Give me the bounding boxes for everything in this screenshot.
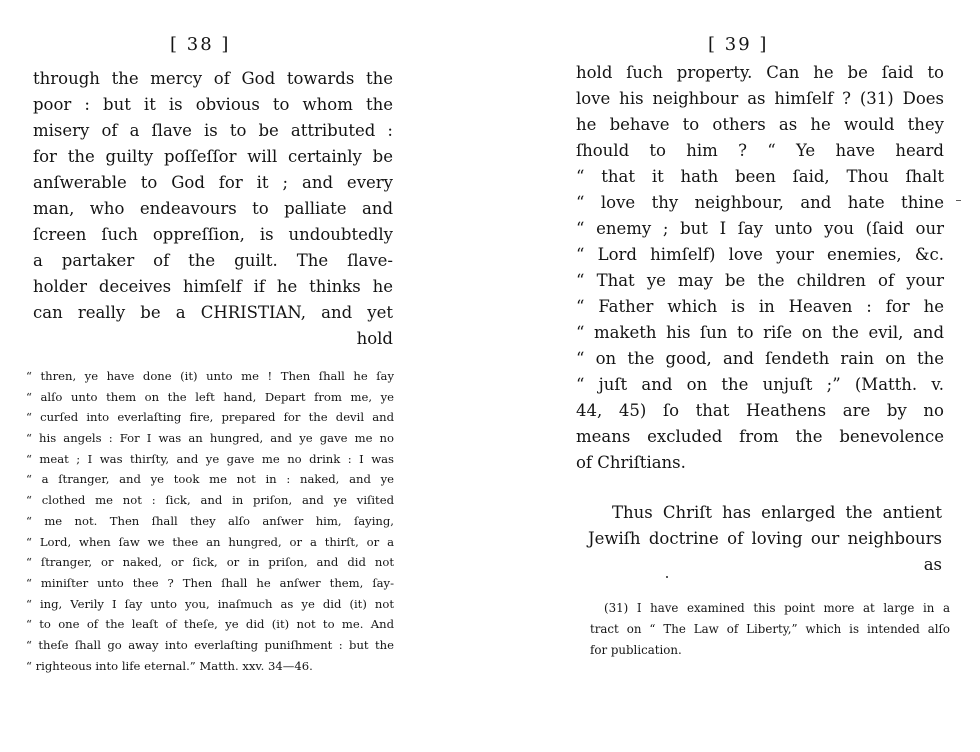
footnote-line: “ his angels : For I was an hungred, and ye gave me no xyxy=(26,431,394,446)
footnote-line: “ a ſtranger, and ye took me not in : naked, and ye xyxy=(26,472,394,487)
page-number: [ 38 ] xyxy=(170,34,231,55)
right-page xyxy=(490,0,980,752)
text-line: through the mercy of God towards the xyxy=(33,69,393,88)
footnote-31 xyxy=(590,598,950,661)
footnote-line: “ ing, Verily I ſay unto you, inaſmuch as ye did (it) not xyxy=(26,596,394,611)
main-text xyxy=(576,60,944,476)
text-line: of Chriſtians. xyxy=(576,453,686,472)
catchword: as xyxy=(923,555,942,574)
text-line: love his neighbour as himſelf ? (31) Does xyxy=(576,89,944,108)
text-line: man, who endeavours to palliate and xyxy=(33,199,393,218)
catchword: hold xyxy=(356,329,393,348)
text-line: poor : but it is obvious to whom the xyxy=(33,95,393,114)
footnote-line: (31) I have examined this point more at large in a xyxy=(604,601,950,615)
footnote-line: tract on “ The Law of Liberty,” which is intended alſo xyxy=(590,622,950,636)
footnote-line: “ meat ; I was thirſty, and ye gave me no drink : I was xyxy=(26,451,394,466)
text-line: holder deceives himſelf if he thinks he xyxy=(33,277,393,296)
text-line: anſwerable to God for it ; and every xyxy=(33,173,393,192)
text-line: “ That ye may be the children of your xyxy=(576,271,944,290)
main-text xyxy=(33,66,393,352)
page-number: [ 39 ] xyxy=(708,34,769,55)
footnote-line: “ thren, ye have done (it) unto me ! Then ſhall he ſay xyxy=(26,369,394,383)
text-line: ſhould to him ? “ Ye have heard xyxy=(576,141,944,160)
footnote-line: “ righteous into life eternal.” Matth. xxv. 34—46. xyxy=(26,658,313,673)
text-line: Jewiſh doctrine of loving our neighbours xyxy=(588,529,942,548)
footnote-line: “ to one of the leaſt of theſe, ye did (it) not to me. And xyxy=(26,617,394,632)
text-line: he behave to others as he would they xyxy=(576,115,944,134)
text-line: “ maketh his ſun to riſe on the evil, and xyxy=(576,323,944,342)
text-line: hold ſuch property. Can he be ſaid to xyxy=(576,63,944,82)
text-line: a partaker of the guilt. The ſlave- xyxy=(33,251,393,270)
text-line: “ juſt and on the unjuſt ;” (Matth. v. xyxy=(576,375,944,394)
footnote-line: “ theſe ſhall go away into everlaſting puniſhment : but the xyxy=(26,637,394,652)
text-line: “ love thy neighbour, and hate thine xyxy=(576,193,944,212)
text-line: “ Father which is in Heaven : for he xyxy=(576,297,944,316)
footnote-line: “ me not. Then ſhall they alſo anſwer him, ſaying, xyxy=(26,513,394,528)
text-line: “ Lord himſelf) love your enemies, &c. xyxy=(576,245,944,264)
footnote-continuation xyxy=(26,366,394,676)
footnote-line: “ curſed into everlaſting fire, prepared for the devil and xyxy=(26,410,394,425)
footnote-line: “ ſtranger, or naked, or ſick, or in priſon, and did not xyxy=(26,555,394,570)
paragraph-two xyxy=(588,500,942,578)
footnote-line: “ Lord, when ſaw we thee an hungred, or a thirſt, or a xyxy=(26,534,394,549)
footnote-line: for publication. xyxy=(590,643,682,657)
text-line: misery of a ſlave is to be attributed : xyxy=(33,121,393,140)
text-line: means excluded from the benevolence xyxy=(576,427,944,446)
text-line: 44, 45) ſo that Heathens are by no xyxy=(576,401,944,420)
ink-speck xyxy=(666,576,668,578)
footnote-line: “ clothed me not : ſick, and in priſon, and ye viſited xyxy=(26,493,394,508)
text-line: can really be a CHRISTIAN, and yet xyxy=(33,303,393,322)
text-line: ſcreen ſuch oppreſſion, is undoubtedly xyxy=(33,225,393,244)
text-line: “ on the good, and ſendeth rain on the xyxy=(576,349,944,368)
footnote-line: “ miniſter unto thee ? Then ſhall he anſwer them, ſay- xyxy=(26,575,394,590)
text-line: Thus Chriſt has enlarged the antient xyxy=(612,503,942,522)
text-line: “ that it hath been ſaid, Thou ſhalt xyxy=(576,167,944,186)
ink-speck xyxy=(956,200,961,201)
footnote-line: “ alſo unto them on the left hand, Depart from me, ye xyxy=(26,389,394,404)
text-line: for the guilty poſſeſſor will certainly be xyxy=(33,147,393,166)
text-line: “ enemy ; but I ſay unto you (ſaid our xyxy=(576,219,944,238)
